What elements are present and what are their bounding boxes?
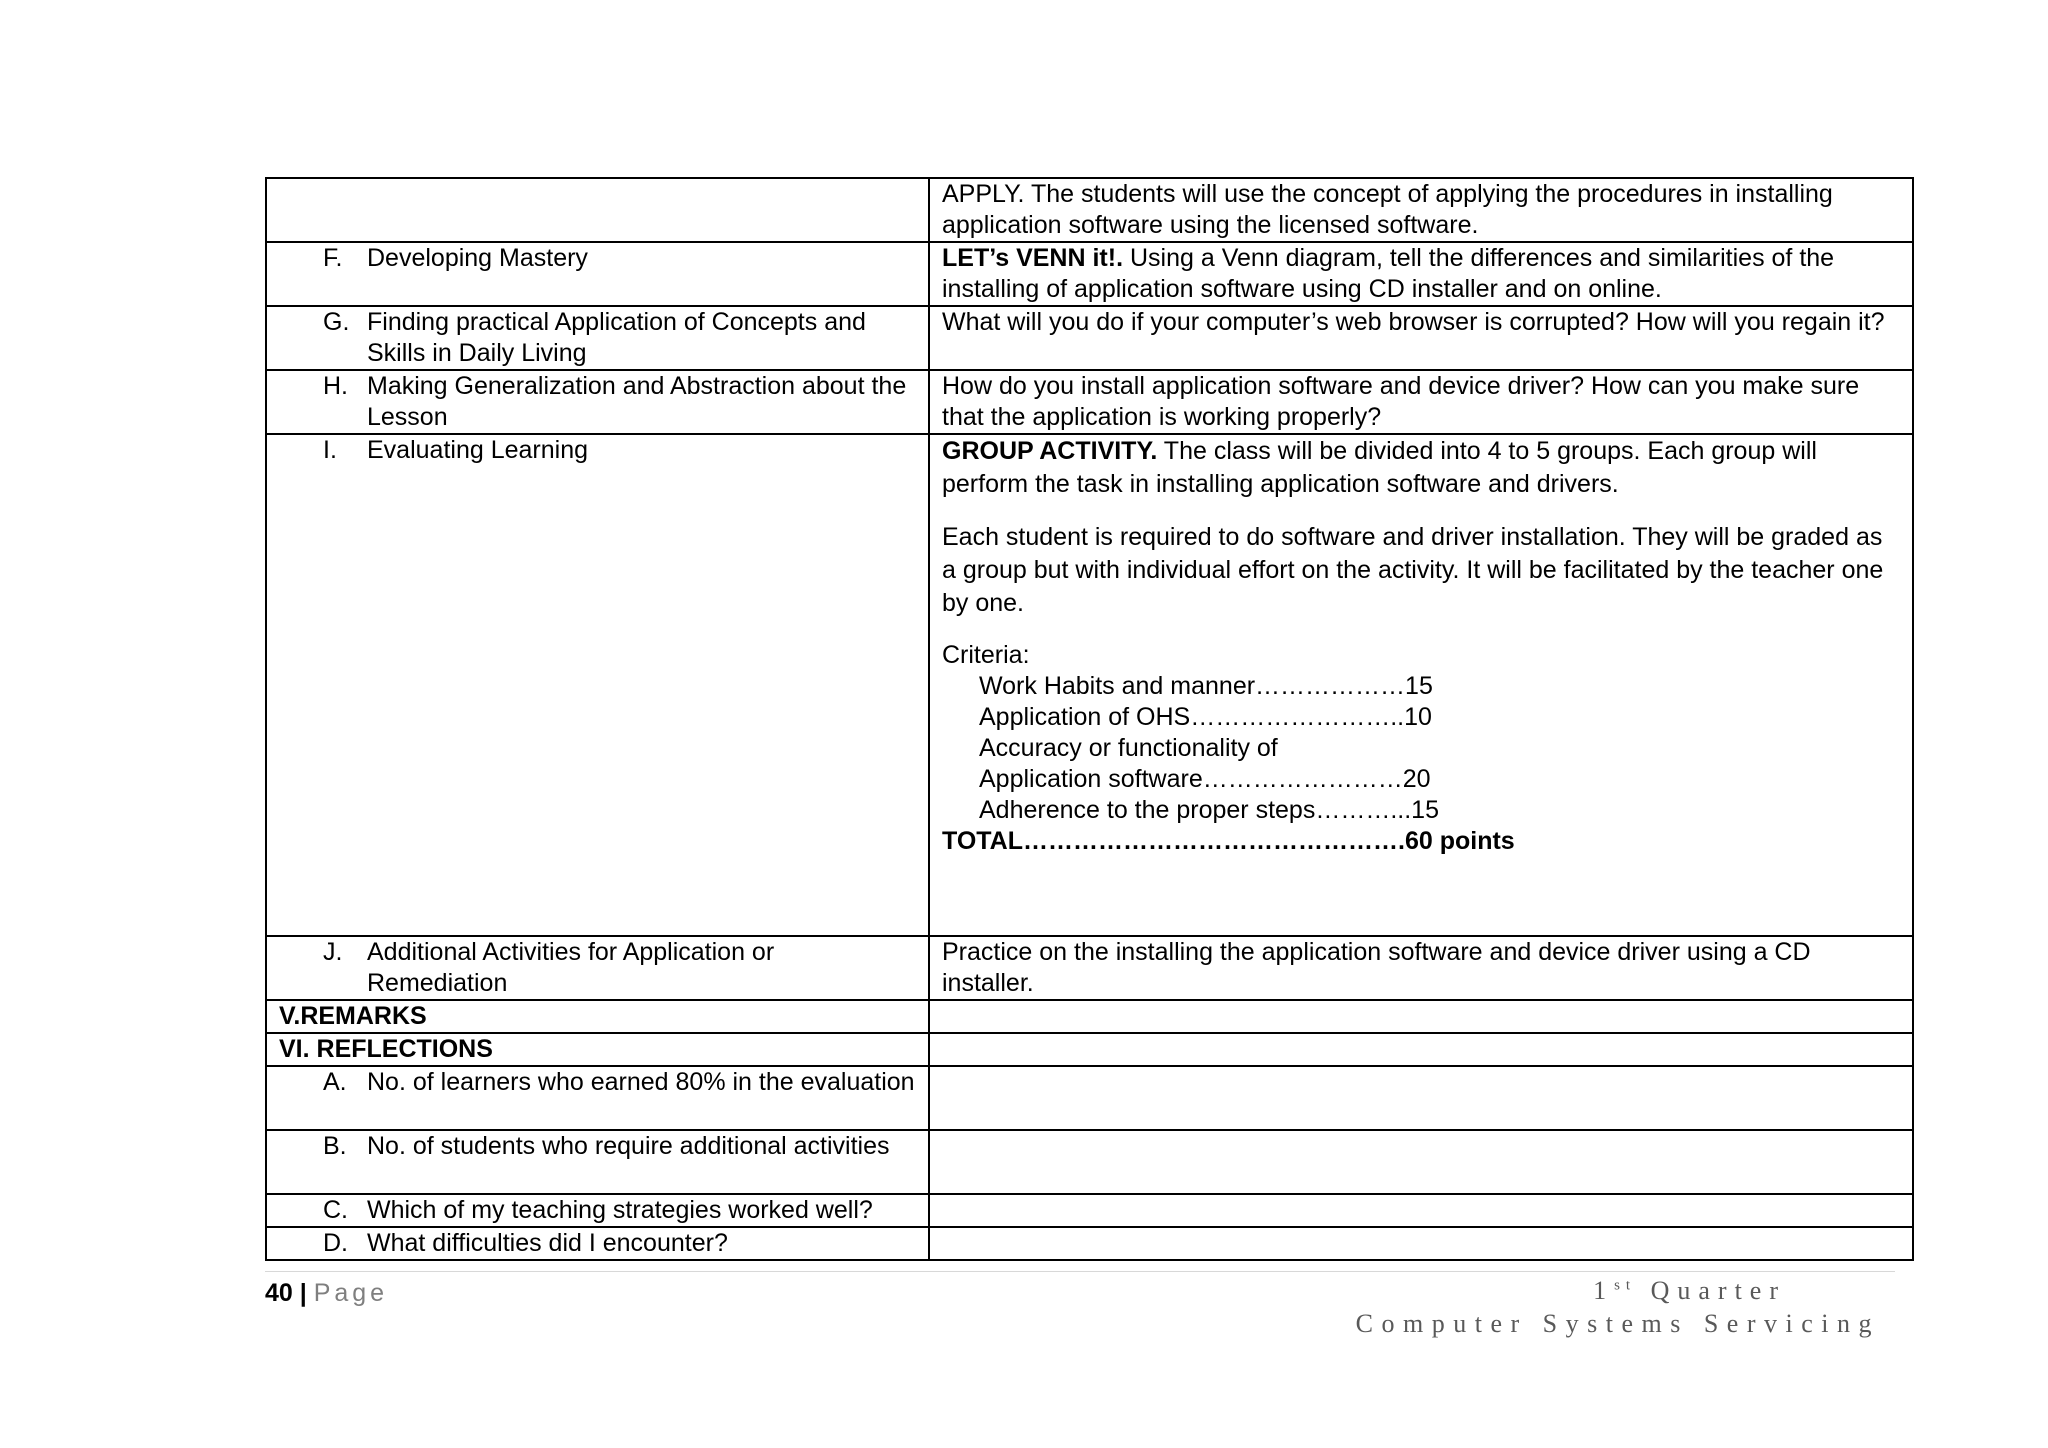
- group-activity-text: The class will be divided into 4 to 5 groups. Each group will perform the task in installing application software and drivers.: [942, 437, 1817, 498]
- row-label-cell: [266, 1066, 929, 1130]
- page-word: Page: [313, 1279, 389, 1307]
- table-row: [266, 1130, 1913, 1194]
- item-letter: I.: [323, 436, 337, 464]
- item-label: What difficulties did I encounter?: [367, 1229, 728, 1257]
- table-row: [266, 1227, 1913, 1260]
- item-letter: G.: [323, 308, 350, 336]
- table-row: [266, 936, 1913, 1000]
- venn-heading: LET’s VENN it!.: [942, 244, 1124, 272]
- remarks-heading: V.REMARKS: [266, 1000, 929, 1033]
- criteria-item: Application software……………………20: [979, 765, 1431, 793]
- remarks-cell: [929, 1000, 1913, 1033]
- row-content-cell: [929, 242, 1913, 306]
- row-content-cell: [929, 936, 1913, 1000]
- page-number: [265, 1279, 388, 1308]
- item-letter: B.: [323, 1132, 347, 1160]
- additional-text: Practice on the installing the application software and device driver using a CD installer.: [942, 938, 1811, 997]
- footer-divider: [265, 1271, 1895, 1272]
- criteria-label: Criteria:: [942, 641, 1030, 669]
- row-label-cell: [266, 242, 929, 306]
- table-row: [266, 370, 1913, 434]
- generalization-text: How do you install application software and device driver? How can you make sure that the application is working properly?: [942, 372, 1860, 431]
- table-row: [266, 1033, 1913, 1066]
- row-content-cell: [929, 370, 1913, 434]
- criteria-item: Accuracy or functionality of: [979, 734, 1278, 762]
- row-label-cell: [266, 1227, 929, 1260]
- course-title: Computer Systems Servicing: [1355, 1309, 1880, 1338]
- quarter-suffix: st: [1614, 1277, 1637, 1294]
- table-row: [266, 1066, 1913, 1130]
- group-activity-heading: GROUP ACTIVITY.: [942, 437, 1158, 465]
- venn-text: Using a Venn diagram, tell the differences and similarities of the installing of application software using CD installer and on online.: [942, 244, 1835, 303]
- row-label-cell: [266, 1130, 929, 1194]
- page-number-value: 40: [265, 1279, 293, 1307]
- row-label-cell: [266, 1194, 929, 1227]
- row-label-cell: [266, 306, 929, 370]
- reflections-cell: [929, 1033, 1913, 1066]
- row-label-cell: [266, 434, 929, 936]
- item-label: Evaluating Learning: [367, 436, 588, 464]
- table-row: [266, 242, 1913, 306]
- item-letter: J.: [323, 938, 343, 966]
- row-content-cell: [929, 178, 1913, 242]
- criteria-total: TOTAL……………………………………….60 points: [942, 827, 1515, 855]
- table-row: [266, 1000, 1913, 1033]
- table-row: [266, 178, 1913, 242]
- group-activity-paragraph: [942, 435, 1900, 501]
- page-separator: |: [292, 1279, 314, 1307]
- individual-paragraph: Each student is required to do software and driver installation. They will be graded as a group but with individual effort on the activity. It will be facilitated by the teacher one by one.: [942, 523, 1884, 617]
- item-label: Additional Activities for Application or Remediation: [367, 938, 775, 997]
- table-row: [266, 434, 1913, 936]
- quarter-number: 1: [1593, 1276, 1615, 1305]
- reflections-heading: VI. REFLECTIONS: [266, 1033, 929, 1066]
- quarter-label: [1593, 1276, 1786, 1306]
- answer-cell: [929, 1066, 1913, 1130]
- row-content-cell: [929, 306, 1913, 370]
- item-label: Finding practical Application of Concepts and Skills in Daily Living: [367, 308, 866, 367]
- apply-text: APPLY. The students will use the concept of applying the procedures in installing application software using the licensed software.: [942, 180, 1833, 239]
- row-label-cell: [266, 936, 929, 1000]
- practical-text: What will you do if your computer’s web browser is corrupted? How will you regain it?: [942, 308, 1885, 336]
- answer-cell: [929, 1130, 1913, 1194]
- quarter-word: Quarter: [1636, 1276, 1786, 1305]
- item-label: No. of learners who earned 80% in the evaluation: [367, 1068, 915, 1096]
- answer-cell: [929, 1194, 1913, 1227]
- item-letter: A.: [323, 1068, 347, 1096]
- criteria-item: Adherence to the proper steps………...15: [979, 796, 1439, 824]
- row-label-cell: [266, 178, 929, 242]
- item-label: No. of students who require additional activities: [367, 1132, 890, 1160]
- item-letter: C.: [323, 1196, 348, 1224]
- item-label: Making Generalization and Abstraction about the Lesson: [367, 372, 907, 431]
- evaluation-cell: [929, 434, 1913, 936]
- item-letter: F.: [323, 244, 343, 272]
- table-row: [266, 306, 1913, 370]
- row-label-cell: [266, 370, 929, 434]
- table-row: [266, 1194, 1913, 1227]
- criteria-item: Work Habits and manner………………15: [979, 672, 1433, 700]
- answer-cell: [929, 1227, 1913, 1260]
- item-label: Which of my teaching strategies worked well?: [367, 1196, 873, 1224]
- item-letter: H.: [323, 372, 348, 400]
- item-label: Developing Mastery: [367, 244, 588, 272]
- criteria-item: Application of OHS……………………..10: [979, 703, 1432, 731]
- item-letter: D.: [323, 1229, 348, 1257]
- lesson-plan-table: [265, 177, 1914, 1261]
